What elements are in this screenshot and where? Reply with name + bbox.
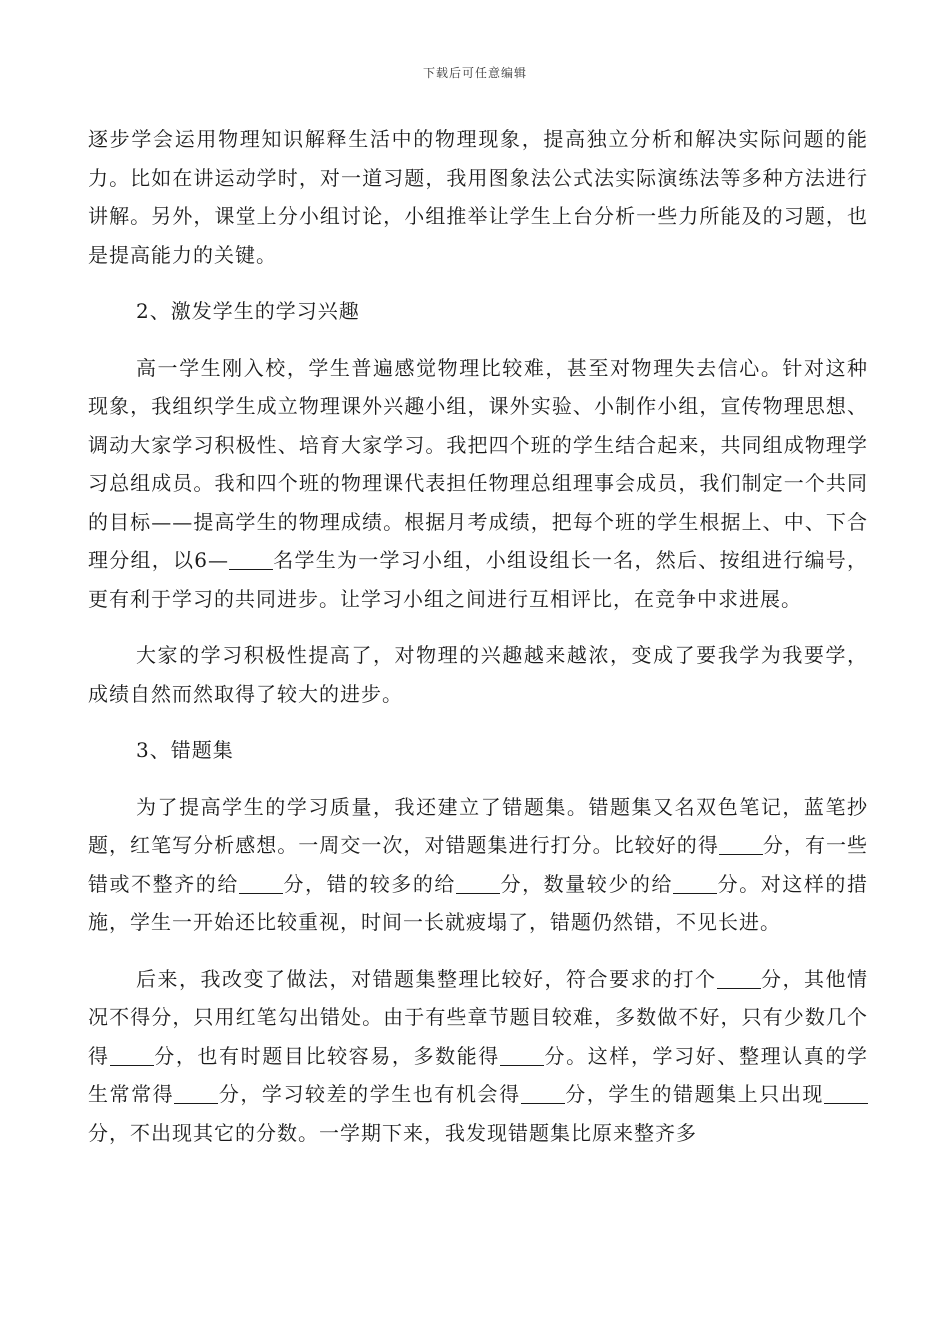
paragraph-text: 分。这样，学习好、整理认真的学生常常得: [88, 1043, 869, 1106]
paragraph-text: 后来，我改变了做法，对错题集整理比较好，符合要求的打个: [136, 966, 717, 991]
fill-blank: [174, 1083, 218, 1104]
fill-blank: [719, 834, 763, 855]
paragraph-text: 为了提高学生的学习质量，我还建立了错题集。错题集又名双色笔记，蓝笔抄题，红笔写分析感想。一周交一次，对错题集进行打分。比较好的得: [88, 794, 868, 857]
fill-blank: [229, 549, 273, 570]
paragraph-text: 分，其他情况不得分，只用红笔勾出错处。由于有些章节题目较难，多数做不好，只有少数几个得: [88, 966, 868, 1068]
paragraph-text: 名学生为一学习小组，小组设组长一名，然后、按组进行编号，更有利于学习的共同进步。让学习小组之间进行互相评比，在竞争中求进展。: [88, 548, 868, 611]
paragraph-text: 逐步学会运用物理知识解释生活中的物理现象，提高独立分析和解决实际问题的能力。比如在讲运动学时，对一道习题，我用图象法公式法实际演练法等多种方法进行讲解。另外，课堂上分小组讨论，小组推举让学生上台分析一些力所能及的习题，也是提高能力的关键。: [88, 127, 868, 267]
paragraph-text: 分。对这样的措施，学生一开始还比较重视，时间一长就疲塌了，错题仍然错，不见长进。: [88, 871, 868, 934]
paragraph-text: 分，学习较差的学生也有机会得: [218, 1082, 521, 1106]
paragraph-text: 分，数量较少的给: [500, 871, 674, 896]
paragraph: [88, 349, 868, 619]
fill-blank: [500, 1045, 544, 1066]
fill-blank: [673, 873, 717, 894]
fill-blank: [717, 968, 761, 989]
fill-blank: [521, 1083, 565, 1104]
paragraph-text: 分，不出现其它的分数。一学期下来，我发现错题集比原来整齐多: [88, 1120, 697, 1145]
paragraph-text: 分，也有时题目比较容易，多数能得: [153, 1043, 500, 1068]
fill-blank: [824, 1083, 868, 1104]
document-body: [88, 120, 868, 1170]
heading-text: 2、激发学生的学习兴趣: [136, 299, 360, 323]
paragraph-text: 分，有一些错或不整齐的给: [88, 833, 869, 896]
paragraph-text: 高一学生刚入校，学生普遍感觉物理比较难，甚至对物理失去信心。针对这种现象，我组织学生成立物理课外兴趣小组，课外实验、小制作小组，宣传物理思想、调动大家学习积极性、培育大家学习。我把四个班的学生结合起来，共同组成物理学习总组成员。我和四个班的物理课代表担任物理总组理事会成员，我们制定一个共同的目标——提高学生的物理成绩。根据月考成绩，把每个班的学生根据上、中、下合理分组，以6—: [88, 355, 868, 572]
paragraph-text: 分，学生的错题集上只出现: [564, 1082, 824, 1106]
fill-blank: [110, 1045, 154, 1066]
fill-blank: [239, 873, 283, 894]
paragraph: [88, 120, 868, 274]
paragraph: [88, 960, 868, 1153]
page-header: 下载后可任意编辑: [422, 66, 527, 80]
paragraph: [88, 788, 868, 942]
section-heading: [88, 731, 868, 770]
paragraph-text: 分，错的较多的给: [282, 871, 456, 896]
fill-blank: [456, 873, 500, 894]
paragraph: [88, 636, 868, 713]
paragraph-text: 大家的学习积极性提高了，对物理的兴趣越来越浓，变成了要我学为我要学，成绩自然而然取得了较大的进步。: [88, 643, 868, 706]
section-heading: [88, 292, 868, 331]
heading-text: 3、错题集: [136, 738, 234, 762]
